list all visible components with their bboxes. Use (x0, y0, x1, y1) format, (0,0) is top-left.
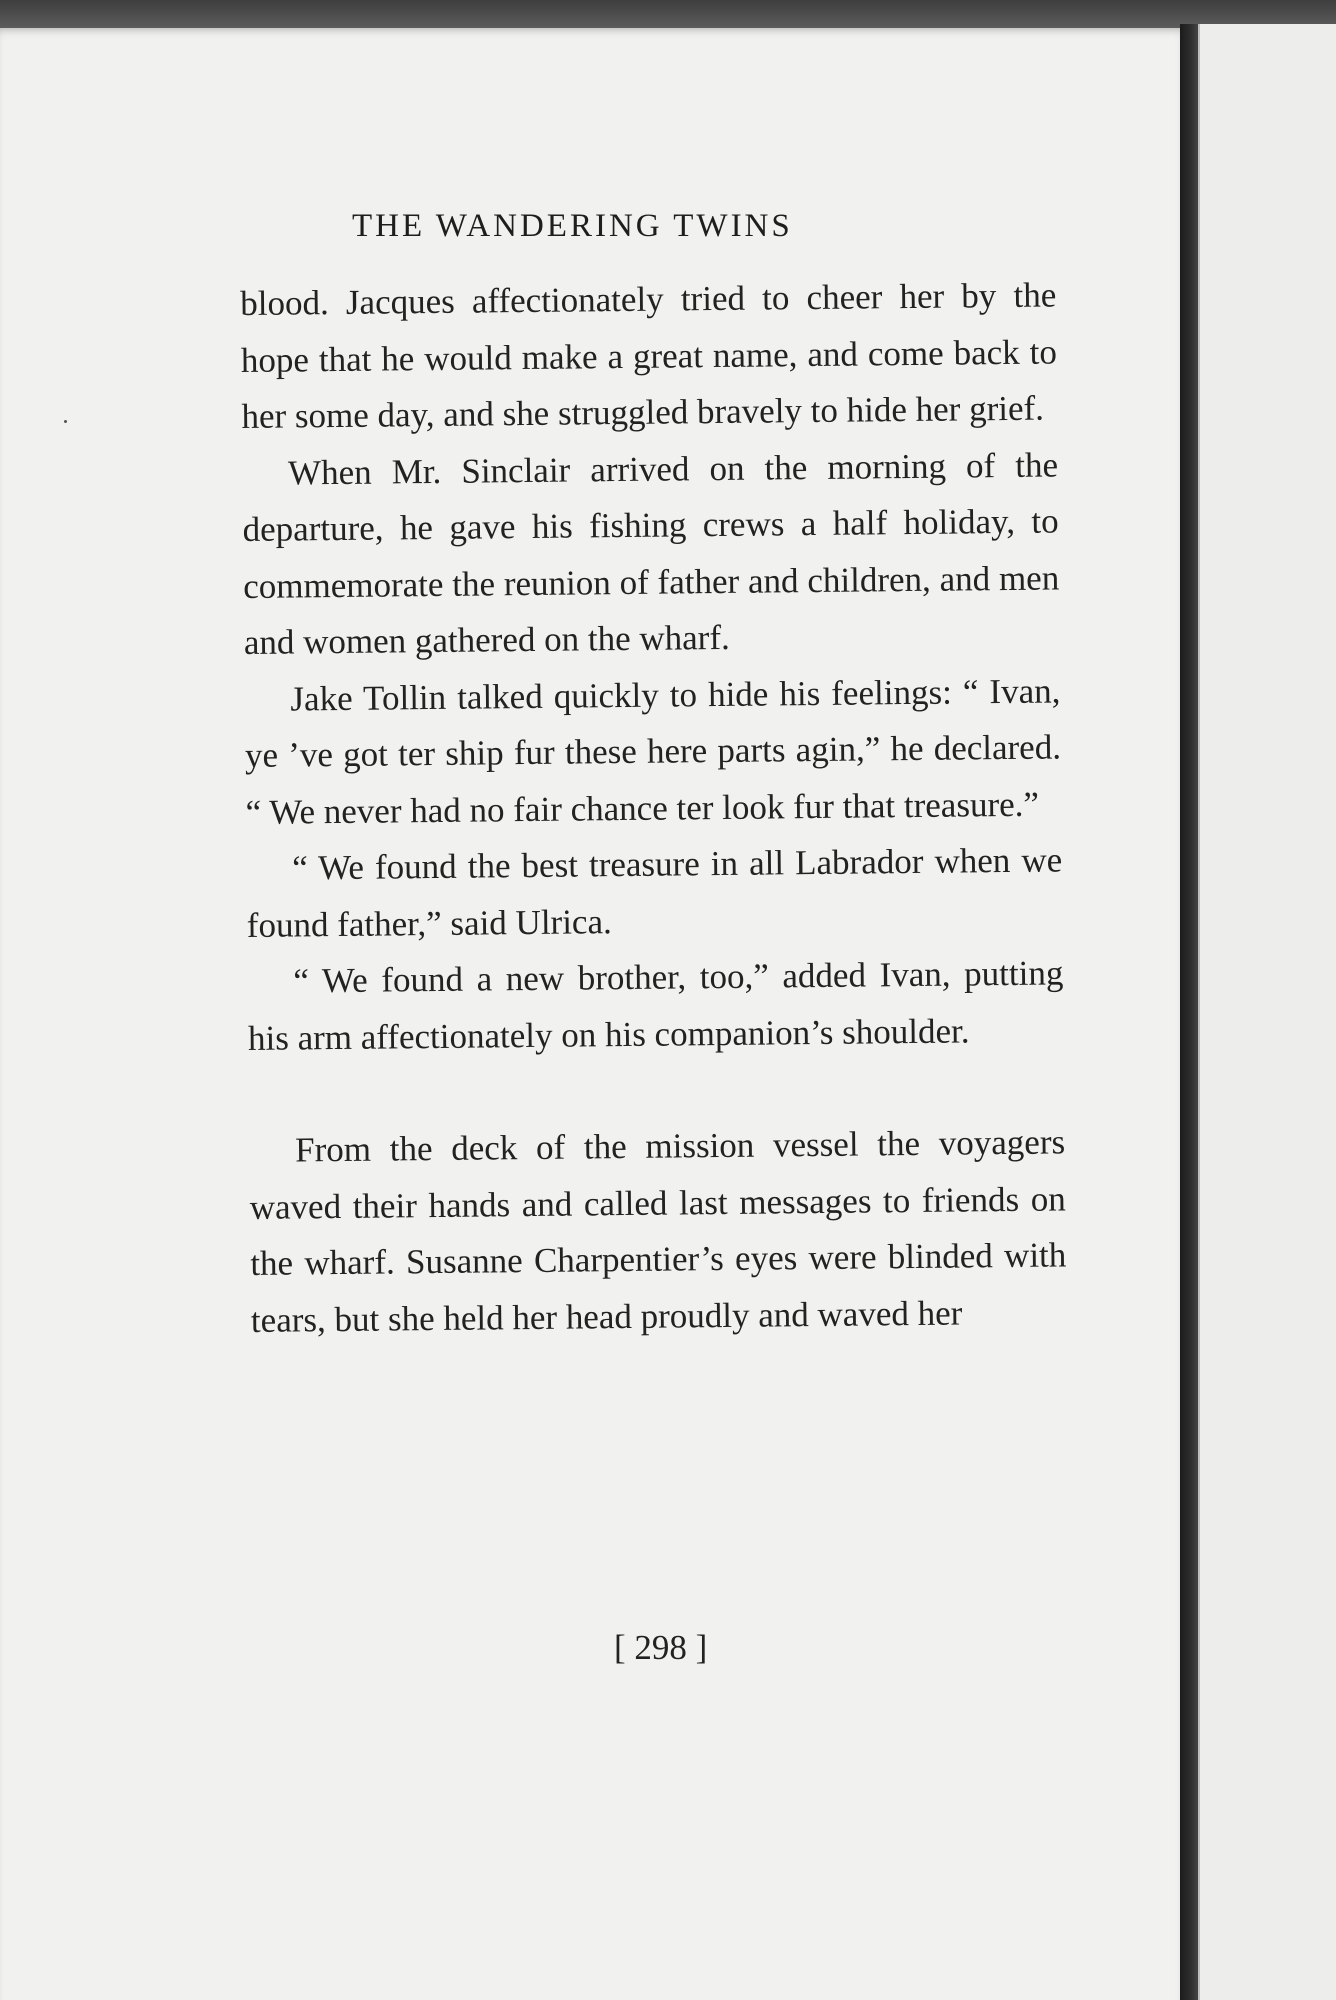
paragraph-continuation: blood. Jacques affectionately tried to cheer her by the hope that he would make a great name, and come back to her some day, and she struggled bravely to hide her grief. (240, 275, 1058, 436)
paragraph-ivan-quote: “ We found a new brother, too,” added Ivan, putting his arm affectionately on his companion’s shoulder. (247, 953, 1064, 1058)
section-break (248, 1058, 1065, 1123)
page-number: [ 298 ] (614, 1628, 708, 1667)
running-head: THE WANDERING TWINS (352, 208, 793, 244)
paragraph-sinclair-arrival: When Mr. Sinclair arrived on the morning of the departure, he gave his fishing crews a half holiday, to commemorate the reunion of father and children, and men and women gathered on the wharf. (242, 444, 1060, 662)
paragraph-jake-tollin: Jake Tollin talked quickly to hide his feelings: “ Ivan, ye ’ve got ter ship fur these here parts agin,” he declared. “ We never had no fair chance ter look fur that treasure.” (244, 670, 1062, 832)
paragraph-ulrica-quote: “ We found the best treasure in all Labrador when we found father,” said Ulrica. (246, 840, 1063, 945)
body-text (240, 267, 1067, 1348)
facing-page-strip (1198, 24, 1336, 2000)
page-edge-shadow (1180, 24, 1198, 2000)
paper-speck (64, 420, 67, 423)
paragraph-mission-vessel: From the deck of the mission vessel the voyagers waved their hands and called last messages to friends on the wharf. Susanne Charpentier’s eyes were blinded with tears, but she held her head proudly and waved her (249, 1122, 1067, 1340)
